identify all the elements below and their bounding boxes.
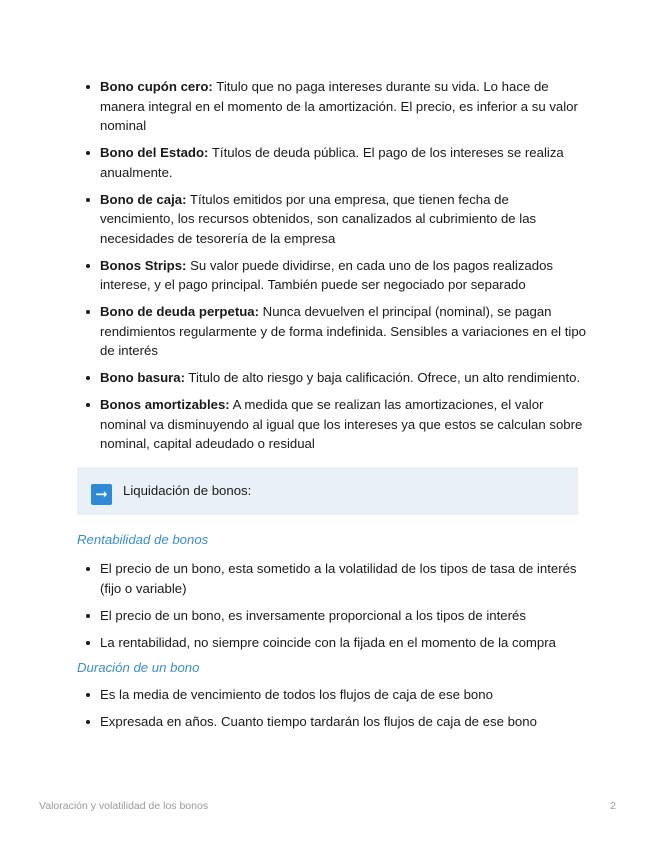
arrow-right-icon: ➞ (91, 484, 112, 505)
term-description: A medida que se realizan las amortizaciones, el valor nominal va disminuyendo al igual que los intereses ya que estos se calculan sobre nominal, capital adeudado o residual (100, 397, 583, 451)
term-label: Bono del Estado: (100, 145, 209, 160)
list-item: El precio de un bono, es inversamente proporcional a los tipos de interés (86, 606, 586, 626)
term-description: Nunca devuelven el principal (nominal), se pagan rendimientos regularmente y de forma indefinida. Sensibles a variaciones en el tipo de interés (100, 304, 587, 358)
term-description: Su valor puede dividirse, en cada uno de los pagos realizados interese, y el pago principal. También puede ser negociado por separado (100, 257, 554, 292)
term-description: Títulos de deuda pública. El pago de los intereses se realiza anualmente. (100, 145, 564, 180)
bond-types-list (86, 77, 586, 461)
term-description: Títulos emitidos por una empresa, que tienen fecha de vencimiento, los recursos obtenidos, son canalizados al cubrimiento de las necesidades de tesorería de la empresa (100, 191, 537, 246)
list-item: El precio de un bono, esta sometido a la volatilidad de los tipos de tasa de interés (fijo o variable) (86, 559, 586, 598)
rentabilidad-list (86, 559, 586, 660)
section-title-duracion: Duración de un bono (77, 660, 200, 675)
list-item: Es la media de vencimiento de todos los flujos de caja de ese bono (86, 685, 586, 705)
duracion-list (86, 685, 586, 739)
term-label: Bono basura: (100, 370, 185, 385)
callout-text: Liquidación de bonos: (123, 483, 252, 498)
section-title-rentabilidad: Rentabilidad de bonos (77, 532, 209, 547)
footer-page-number: 2 (610, 800, 616, 812)
term-label: Bonos Strips: (100, 257, 187, 273)
list-item (86, 77, 586, 136)
term-label: Bonos amortizables: (100, 397, 230, 412)
list-item (86, 302, 586, 361)
list-item: La rentabilidad, no siempre coincide con la fijada en el momento de la compra (86, 633, 586, 653)
list-item (86, 256, 586, 295)
term-description: Titulo de alto riesgo y baja calificación. Ofrece, un alto rendimiento. (185, 370, 581, 385)
list-item (86, 190, 586, 249)
list-item: Expresada en años. Cuanto tiempo tardarán los flujos de caja de ese bono (86, 712, 586, 732)
list-item (86, 395, 586, 454)
term-label: Bono de deuda perpetua: (100, 304, 259, 319)
list-item (86, 368, 586, 388)
term-label: Bono cupón cero: (100, 79, 213, 94)
term-label: Bono de caja: (100, 191, 187, 207)
term-description: Titulo que no paga intereses durante su vida. Lo hace de manera integral en el momento de la amortización. El precio, es inferior a su valor nominal (100, 79, 578, 133)
list-item (86, 143, 586, 182)
liquidation-callout (77, 467, 578, 515)
footer-document-title: Valoración y volatilidad de los bonos (39, 800, 209, 812)
